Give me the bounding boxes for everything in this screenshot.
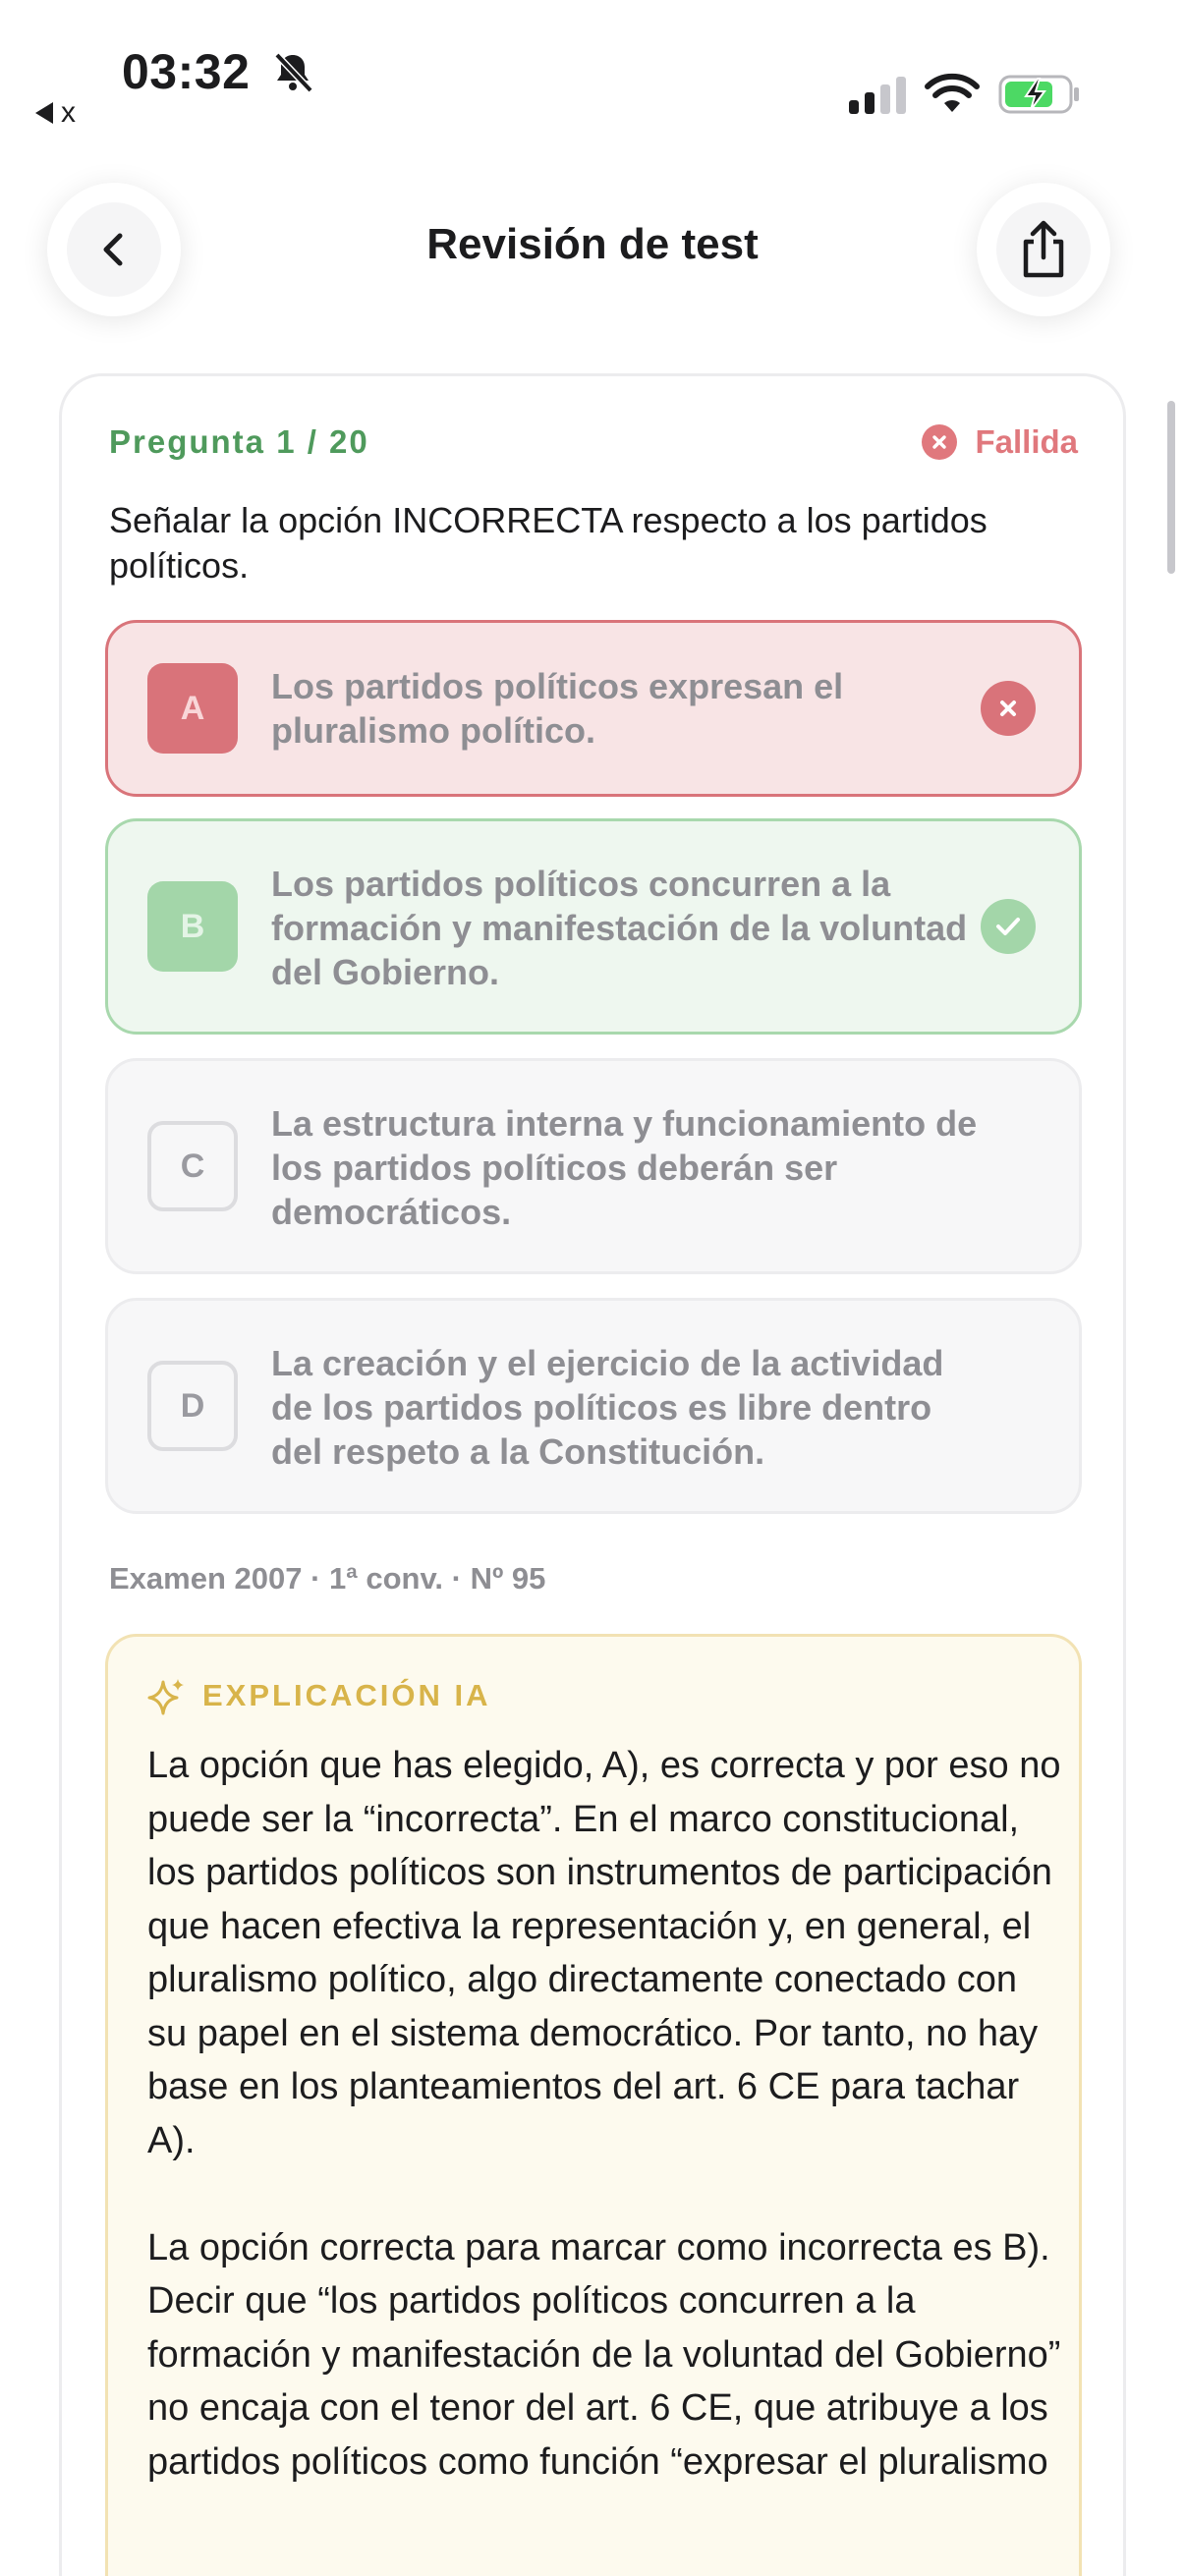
x-circle-icon <box>981 681 1036 736</box>
option-text: Los partidos políticos expresan el pluralismo político. <box>271 666 844 751</box>
ai-explanation-text: La opción que has elegido, A), es correcta y por eso no puede ser la “incorrecta”. En el marco constitucional, los partidos políticos son instrumentos de participación que hacen efectiva la representación y, en general, el pluralismo político, algo directamente conectado con su papel en el sistema democrático. Por tanto, no hay base en los planteamientos del art. 6 CE para tachar A). La opción correcta para marcar como incorrecta es B). Decir que “los partidos políticos concurren a la formación y manifestación de la voluntad del Gobierno” no encaja con el tenor del art. 6 CE, que atribuye a los partidos políticos como función “expresar el pluralismo <box>147 1745 1061 2483</box>
question-source: Examen 2007 · 1ª conv. · Nº 95 <box>109 1561 546 1596</box>
back-to-app-button[interactable] <box>35 96 76 130</box>
status-bar <box>0 0 1185 138</box>
back-app-label: x <box>61 96 76 129</box>
x-circle-icon <box>922 424 957 460</box>
cellular-signal-icon <box>849 77 906 114</box>
option-text: La estructura interna y funcionamiento de los partidos políticos deberán ser democráticos. <box>271 1103 978 1232</box>
wifi-icon <box>924 73 981 116</box>
option-b[interactable] <box>105 818 1082 1035</box>
option-d[interactable] <box>105 1298 1082 1514</box>
option-letter: B <box>147 881 238 972</box>
scrollbar[interactable] <box>1167 401 1175 574</box>
question-text: Señalar la opción INCORRECTA respecto a los partidos políticos. <box>109 500 988 586</box>
nav-header <box>0 167 1185 324</box>
option-text: Los partidos políticos concurren a la formación y manifestación de la voluntad del Gobierno. <box>271 864 968 992</box>
option-a[interactable] <box>105 620 1082 797</box>
option-letter: A <box>147 663 238 754</box>
share-button-inner <box>996 202 1091 297</box>
option-letter: C <box>147 1121 238 1211</box>
ai-explanation-header <box>147 1676 490 1715</box>
result-badge <box>922 423 1078 461</box>
status-time: 03:32 <box>122 44 251 99</box>
battery-charging-icon <box>998 73 1081 116</box>
question-counter: Pregunta 1 / 20 <box>109 423 369 460</box>
check-circle-icon <box>981 899 1036 954</box>
ai-explanation-title: EXPLICACIÓN IA <box>202 1678 491 1712</box>
option-c[interactable] <box>105 1058 1082 1274</box>
bell-slash-icon <box>269 49 316 96</box>
back-triangle-icon <box>35 102 53 124</box>
share-icon <box>1014 218 1073 281</box>
question-card <box>59 373 1126 2576</box>
sparkle-icon <box>147 1676 187 1715</box>
result-label: Fallida <box>975 423 1078 460</box>
share-button[interactable] <box>977 183 1110 316</box>
page-title: Revisión de test <box>426 220 759 268</box>
ai-explanation-panel <box>105 1634 1082 2576</box>
option-letter: D <box>147 1361 238 1451</box>
option-text: La creación y el ejercicio de la actividad de los partidos políticos es libre dentro del respeto a la Constitución. <box>271 1343 944 1472</box>
